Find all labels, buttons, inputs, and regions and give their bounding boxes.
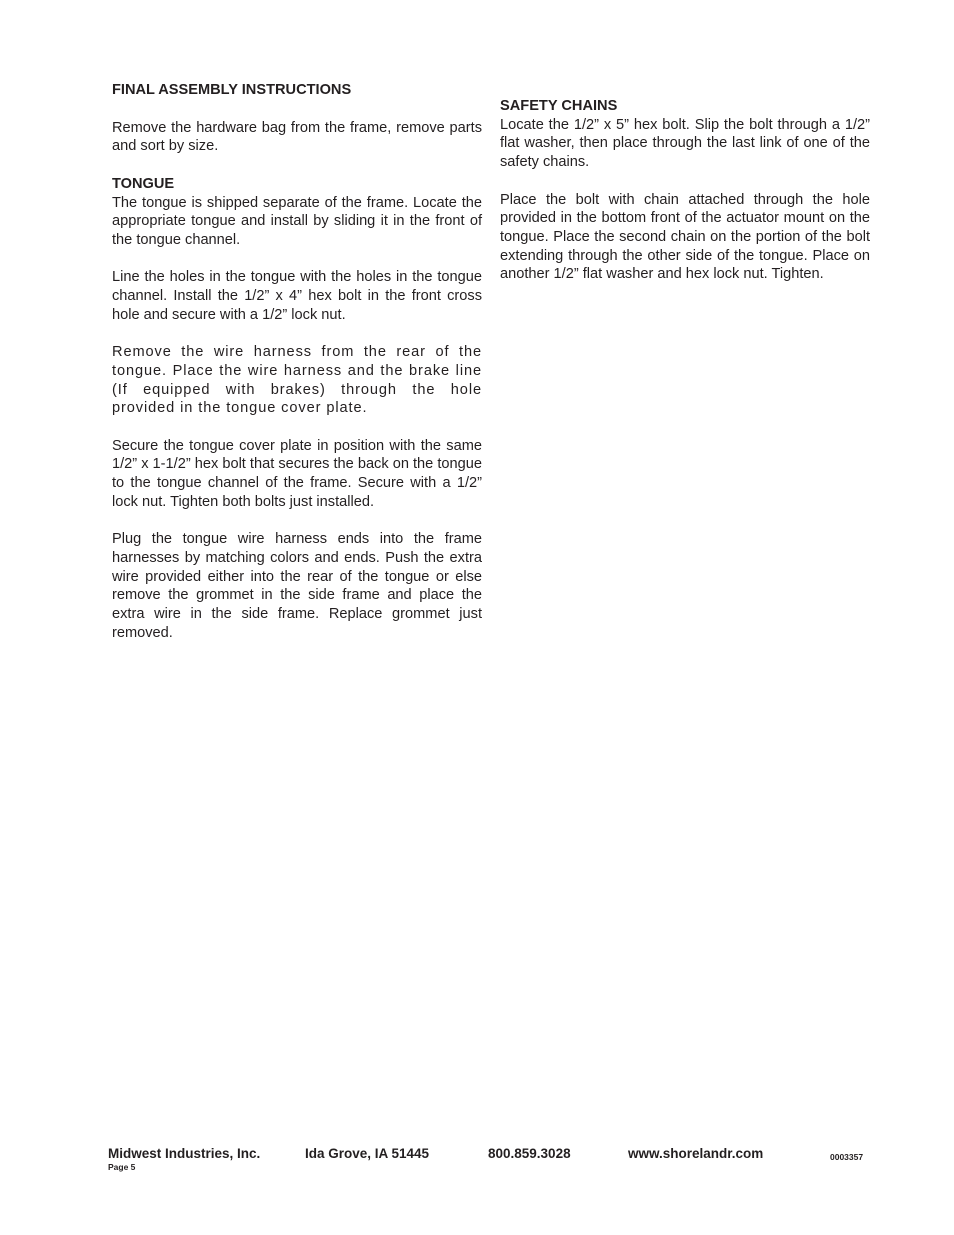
page-footer bbox=[108, 1146, 868, 1176]
footer-company: Midwest Industries, Inc. bbox=[108, 1146, 261, 1161]
safety-chains-paragraph-1: Locate the 1/2” x 5” hex bolt. Slip the bolt through a 1/2” flat washer, then place through the last link of one of the safety chains. bbox=[500, 116, 870, 171]
right-column bbox=[500, 97, 870, 284]
footer-phone: 800.859.3028 bbox=[488, 1146, 571, 1161]
intro-paragraph: Remove the hardware bag from the frame, remove parts and sort by size. bbox=[112, 119, 482, 155]
left-column bbox=[112, 81, 482, 642]
document-title: FINAL ASSEMBLY INSTRUCTIONS bbox=[112, 82, 352, 98]
tongue-paragraph-4: Secure the tongue cover plate in position with the same 1/2” x 1-1/2” hex bolt that secures the back on the tongue to the tongue channel of the frame. Secure with a 1/2” lock nut. Tighten both bolts just installed. bbox=[112, 437, 482, 510]
tongue-paragraph-5: Plug the tongue wire harness ends into the frame harnesses by matching colors and ends. Push the extra wire provided either into the rear of the tongue or else remove the grommet in the side frame and place the extra wire in the side frame. Replace grommet just removed. bbox=[112, 531, 482, 641]
tongue-heading: TONGUE bbox=[112, 175, 175, 192]
tongue-paragraph-2: Line the holes in the tongue with the holes in the tongue channel. Install the 1/2” x 4” hex bolt in the front cross hole and secure with a 1/2” lock nut. bbox=[112, 269, 482, 323]
tongue-paragraph-3: Remove the wire harness from the rear of the tongue. Place the wire harness and the brake line (If equipped with brakes) through the hole provided in the tongue cover plate. bbox=[112, 344, 482, 417]
footer-website: www.shorelandr.com bbox=[628, 1146, 764, 1161]
footer-doc-number: 0003357 bbox=[830, 1152, 864, 1162]
tongue-paragraph-1: The tongue is shipped separate of the frame. Locate the appropriate tongue and install by sliding it in the front of the tongue channel. bbox=[112, 194, 482, 248]
footer-city: Ida Grove, IA 51445 bbox=[305, 1146, 430, 1161]
safety-chains-heading: SAFETY CHAINS bbox=[500, 98, 618, 114]
safety-chains-paragraph-2: Place the bolt with chain attached through the hole provided in the bottom front of the actuator mount on the tongue. Place the second chain on the portion of the bolt extending through the other side of the tongue. Place on another 1/2” flat washer and hex lock nut. Tighten. bbox=[500, 191, 870, 283]
footer-page-number: Page 5 bbox=[108, 1162, 136, 1172]
